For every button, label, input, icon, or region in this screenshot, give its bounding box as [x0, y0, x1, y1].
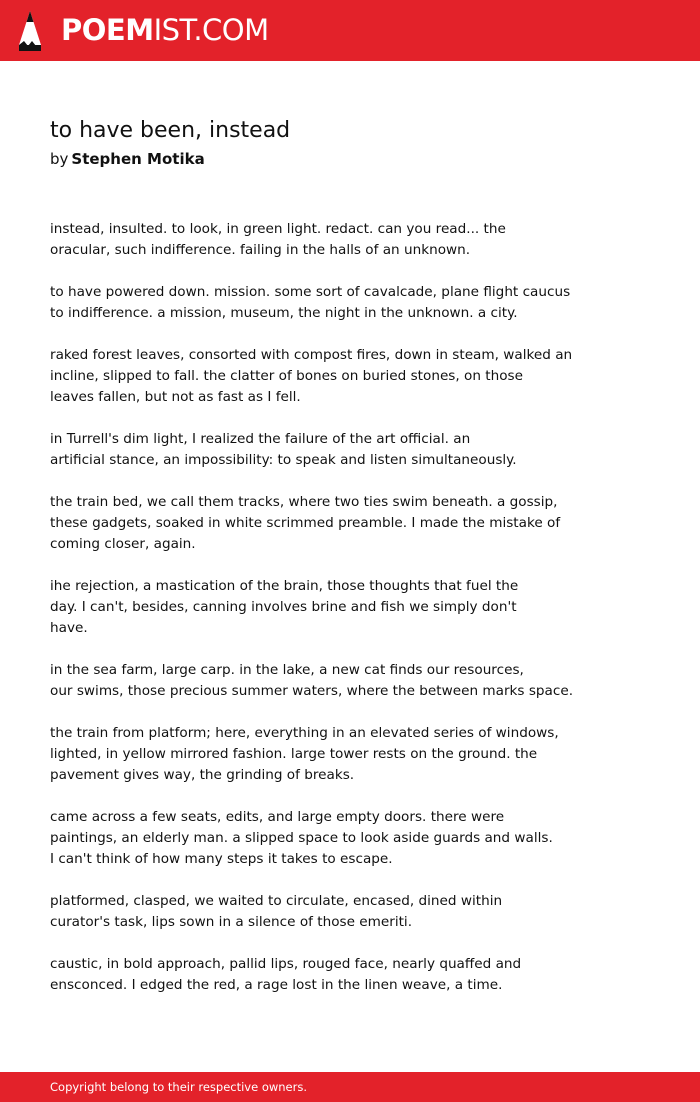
logo-bold-part: POEM [61, 13, 154, 47]
poem-line: ihe rejection, a mastication of the brain, those thoughts that fuel the [50, 578, 519, 594]
stanza [50, 492, 650, 555]
poem-line: coming closer, again. [50, 536, 196, 552]
poem-line: the train bed, we call them tracks, where two ties swim beneath. a gossip, [50, 494, 558, 510]
poem-line: platformed, clasped, we waited to circulate, encased, dined within [50, 893, 503, 909]
author-name: Stephen Motika [71, 150, 205, 168]
poem-line: incline, slipped to fall. the clatter of bones on buried stones, on those [50, 368, 523, 384]
site-header [0, 0, 700, 61]
stanza [50, 282, 650, 324]
poem-line: the train from platform; here, everything in an elevated series of windows, [50, 725, 559, 741]
poem-line: came across a few seats, edits, and large empty doors. there were [50, 809, 505, 825]
poem-line: artificial stance, an impossibility: to speak and listen simultaneously. [50, 452, 517, 468]
poem-line: these gadgets, soaked in white scrimmed preamble. I made the mistake of [50, 515, 561, 531]
stanza [50, 891, 650, 933]
byline-prefix: by [50, 150, 69, 168]
poem-line: in Turrell's dim light, I realized the failure of the art official. an [50, 431, 471, 447]
poem-body [50, 219, 650, 1017]
poem-line: day. I can't, besides, canning involves brine and fish we simply don't [50, 599, 517, 615]
site-logo-text [61, 12, 269, 48]
poem-line: to indifference. a mission, museum, the night in the unknown. a city. [50, 305, 518, 321]
poem-line: instead, insulted. to look, in green light. redact. can you read... the [50, 221, 506, 237]
poem-line: leaves fallen, but not as fast as I fell. [50, 389, 301, 405]
poem-line: oracular, such indifference. failing in the halls of an unknown. [50, 242, 471, 258]
stanza [50, 807, 650, 870]
stanza [50, 954, 650, 996]
poem-line: paintings, an elderly man. a slipped space to look aside guards and walls. [50, 830, 553, 846]
stanza [50, 219, 650, 261]
byline [50, 148, 205, 170]
poem-line: pavement gives way, the grinding of breaks. [50, 767, 355, 783]
poem-line: to have powered down. mission. some sort of cavalcade, plane flight caucus [50, 284, 571, 300]
poem-line: lighted, in yellow mirrored fashion. large tower rests on the ground. the [50, 746, 538, 762]
stanza [50, 345, 650, 408]
poem-line: ensconced. I edged the red, a rage lost in the linen weave, a time. [50, 977, 503, 993]
copyright-text: Copyright belong to their respective owners. [50, 1080, 308, 1094]
poem-line: I can't think of how many steps it takes to escape. [50, 851, 393, 867]
poem-title: to have been, instead [50, 118, 291, 143]
logo-light-part: IST.COM [153, 13, 269, 47]
poem-line: caustic, in bold approach, pallid lips, rouged face, nearly quaffed and [50, 956, 522, 972]
site-footer [0, 1072, 700, 1102]
poem-line: curator's task, lips sown in a silence of those emeriti. [50, 914, 413, 930]
pencil-icon [18, 10, 42, 52]
stanza [50, 576, 650, 639]
poem-line: in the sea farm, large carp. in the lake, a new cat finds our resources, [50, 662, 524, 678]
poem-line: have. [50, 620, 88, 636]
poem-line: our swims, those precious summer waters, where the between marks space. [50, 683, 574, 699]
stanza [50, 429, 650, 471]
stanza [50, 723, 650, 786]
poem-line: raked forest leaves, consorted with compost fires, down in steam, walked an [50, 347, 573, 363]
stanza [50, 660, 650, 702]
